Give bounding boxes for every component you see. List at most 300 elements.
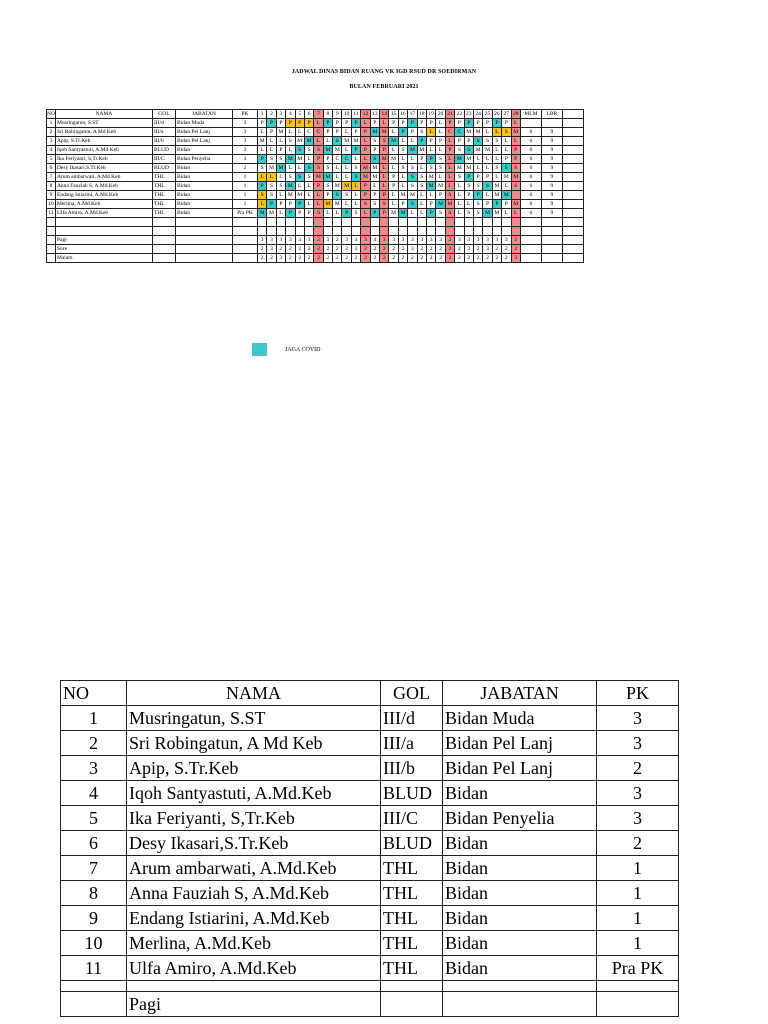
shift-cell: L [398, 137, 407, 146]
empty-cell [370, 227, 379, 236]
col-header-nama: NAMA [55, 110, 152, 119]
shift-cell: M [511, 128, 520, 137]
shift-cell: M [370, 164, 379, 173]
shift-cell: S [408, 173, 417, 182]
staff-mlm: 6 [520, 182, 541, 191]
shift-cell: P [295, 119, 304, 128]
shift-cell: L [351, 191, 360, 200]
staff-jabatan: Bidan Pel Lanj [175, 128, 232, 137]
shift-cell: L [492, 146, 501, 155]
empty-cell [520, 236, 541, 245]
shift-cell: S [267, 191, 276, 200]
shift-cell: P [361, 182, 370, 191]
staff-mlm: 6 [520, 173, 541, 182]
shift-cell: P [483, 173, 492, 182]
shift-cell: P [426, 119, 435, 128]
shift-cell: M [445, 200, 454, 209]
empty-cell [342, 227, 351, 236]
shift-cell: S [314, 164, 323, 173]
shift-cell: M [464, 155, 473, 164]
total-value: 2 [333, 236, 342, 245]
staff-jabatan: Bidan Muda [175, 119, 232, 128]
shift-cell: M [398, 191, 407, 200]
shift-cell: L [502, 182, 511, 191]
shift-cell: S [473, 182, 482, 191]
shift-cell: P [286, 119, 295, 128]
zoom-pk: 1 [597, 881, 679, 906]
total-value: 3 [276, 254, 285, 263]
shift-cell: P [351, 128, 360, 137]
shift-cell: M [473, 146, 482, 155]
empty-cell [562, 146, 583, 155]
empty-cell [304, 218, 313, 227]
shift-cell: P [323, 155, 332, 164]
shift-cell: L [314, 137, 323, 146]
staff-lbr: 9 [541, 155, 562, 164]
staff-row [47, 182, 584, 191]
total-value: 2 [380, 245, 389, 254]
shift-cell: L [473, 155, 482, 164]
shift-cell: P [342, 209, 351, 218]
shift-cell: M [417, 146, 426, 155]
shift-cell: L [492, 173, 501, 182]
staff-no: 7 [47, 173, 56, 182]
staff-lbr: 9 [541, 191, 562, 200]
shift-cell: P [370, 146, 379, 155]
shift-cell: M [389, 155, 398, 164]
staff-gol: THL [152, 182, 175, 191]
shift-cell: M [380, 128, 389, 137]
shift-cell: L [445, 137, 454, 146]
zoom-gol: III/b [381, 756, 443, 781]
shift-cell: P [473, 191, 482, 200]
shift-cell: L [380, 164, 389, 173]
shift-cell: P [445, 119, 454, 128]
total-value: 3 [351, 245, 360, 254]
shift-cell: P [370, 209, 379, 218]
total-value: 3 [483, 245, 492, 254]
zoom-staff-row [61, 856, 679, 881]
staff-name: Apip, S.Tr.Keb [55, 137, 152, 146]
shift-cell: M [361, 173, 370, 182]
shift-cell: P [464, 173, 473, 182]
col-header-gol: GOL [152, 110, 175, 119]
zoom-pk: 2 [597, 831, 679, 856]
shift-cell: L [342, 173, 351, 182]
shift-cell: P [464, 137, 473, 146]
shift-cell: P [492, 119, 501, 128]
shift-cell: L [502, 146, 511, 155]
total-value: 2 [502, 254, 511, 263]
total-value: 2 [511, 245, 520, 254]
shift-cell: S [492, 164, 501, 173]
empty-cell [562, 173, 583, 182]
empty-cell [455, 227, 464, 236]
empty-cell [520, 254, 541, 263]
shift-cell: P [436, 191, 445, 200]
col-header-mlm: MLM [520, 110, 541, 119]
day-header: 4 [286, 110, 295, 119]
total-value: 2 [286, 254, 295, 263]
staff-mlm: 6 [520, 146, 541, 155]
shift-cell: L [445, 155, 454, 164]
shift-cell: L [445, 164, 454, 173]
empty-cell [232, 227, 257, 236]
shift-cell: L [361, 119, 370, 128]
zoom-name: Musringatun, S.ST [127, 706, 381, 731]
shift-cell: S [351, 164, 360, 173]
empty-cell [152, 245, 175, 254]
shift-cell: L [408, 137, 417, 146]
zoom-no: 1 [61, 706, 127, 731]
staff-pk: 3 [232, 119, 257, 128]
total-value: 3 [380, 236, 389, 245]
empty-cell [398, 227, 407, 236]
staff-name: Sri Robingatun, A Md Keb [55, 128, 152, 137]
shift-cell: L [351, 182, 360, 191]
day-header: 24 [475, 111, 481, 117]
empty-cell [333, 227, 342, 236]
empty-cell [175, 227, 232, 236]
empty-cell [175, 254, 232, 263]
shift-cell: S [370, 137, 379, 146]
shift-cell: P [286, 209, 295, 218]
total-value: 2 [426, 254, 435, 263]
empty-cell [445, 227, 454, 236]
total-value: 2 [483, 254, 492, 263]
total-value: 2 [398, 254, 407, 263]
zoom-pk: 1 [597, 856, 679, 881]
shift-cell: P [286, 200, 295, 209]
total-value: 3 [408, 245, 417, 254]
shift-cell: S [436, 209, 445, 218]
total-value: 2 [295, 245, 304, 254]
zoom-jabatan: Bidan [443, 881, 597, 906]
empty-cell [473, 218, 482, 227]
zoom-name: Arum ambarwati, A.Md.Keb [127, 856, 381, 881]
day-header: 7 [314, 110, 323, 119]
shift-cell: L [492, 155, 501, 164]
shift-cell: L [286, 128, 295, 137]
schedule-title: JADWAL DINAS BIDAN RUANG VK IGD RSUD DR SOEDIRMAN [291, 69, 477, 75]
day-header: 25 [484, 111, 491, 117]
zoom-jabatan: Bidan [443, 856, 597, 881]
shift-cell: S [304, 146, 313, 155]
empty-cell [323, 218, 332, 227]
zoom-name: Sri Robingatun, A Md Keb [127, 731, 381, 756]
empty-cell [295, 218, 304, 227]
shift-cell: C [333, 155, 342, 164]
shift-cell: M [267, 164, 276, 173]
staff-jabatan: Bidan [175, 164, 232, 173]
total-row [47, 245, 584, 254]
shift-cell: P [351, 119, 360, 128]
shift-cell: M [492, 191, 501, 200]
day-header: 1 [257, 110, 266, 119]
staff-row [47, 128, 584, 137]
shift-cell: P [380, 146, 389, 155]
shift-cell: L [389, 128, 398, 137]
staff-row [47, 119, 584, 128]
shift-cell: M [492, 209, 501, 218]
total-value: 2 [361, 245, 370, 254]
shift-cell: M [333, 182, 342, 191]
empty-cell [398, 218, 407, 227]
shift-cell: M [464, 164, 473, 173]
shift-cell: P [445, 146, 454, 155]
shift-cell: P [351, 146, 360, 155]
shift-cell: L [389, 146, 398, 155]
zoom-no: 8 [61, 881, 127, 906]
total-value: 2 [314, 236, 323, 245]
shift-cell: P [267, 200, 276, 209]
shift-cell: P [304, 119, 313, 128]
empty-cell [541, 218, 562, 227]
staff-pk: Pra PK [232, 209, 257, 218]
shift-cell: P [323, 128, 332, 137]
shift-cell: P [483, 119, 492, 128]
empty-cell [304, 227, 313, 236]
shift-cell: L [323, 209, 332, 218]
total-value: 2 [323, 245, 332, 254]
day-header: 15 [390, 111, 397, 117]
total-label: Sore [55, 245, 152, 254]
staff-name: Musringatun, S.ST [55, 119, 152, 128]
zoom-header-jabatan: JABATAN [443, 681, 597, 706]
shift-cell: L [276, 191, 285, 200]
shift-cell: S [342, 191, 351, 200]
total-value: 2 [436, 254, 445, 263]
shift-cell: L [389, 191, 398, 200]
shift-cell: S [351, 209, 360, 218]
shift-cell: S [426, 164, 435, 173]
shift-cell: L [398, 173, 407, 182]
total-value: 3 [398, 236, 407, 245]
total-value: 2 [502, 245, 511, 254]
zoom-name: Apip, S.Tr.Keb [127, 756, 381, 781]
staff-jabatan: Bidan [175, 200, 232, 209]
zoom-jabatan: Bidan [443, 781, 597, 806]
shift-cell: L [351, 200, 360, 209]
zoom-staff-row [61, 931, 679, 956]
shift-cell: L [417, 200, 426, 209]
zoom-jabatan: Bidan Muda [443, 706, 597, 731]
shift-cell: S [323, 182, 332, 191]
total-value: 2 [304, 245, 313, 254]
shift-cell: S [408, 182, 417, 191]
shift-cell: L [361, 137, 370, 146]
staff-pk: 3 [232, 128, 257, 137]
shift-cell: M [455, 155, 464, 164]
total-value: 3 [304, 236, 313, 245]
zoom-name: Desy Ikasari,S.Tr.Keb [127, 831, 381, 856]
shift-cell: M [257, 209, 266, 218]
total-value: 2 [417, 254, 426, 263]
shift-cell: M [342, 137, 351, 146]
empty-cell [47, 254, 56, 263]
empty-cell [267, 218, 276, 227]
blank-row [47, 227, 584, 236]
total-value: 3 [351, 236, 360, 245]
empty-cell [232, 245, 257, 254]
col-header-jabatan: JABATAN [175, 110, 232, 119]
empty-cell [597, 981, 679, 992]
shift-cell: M [304, 137, 313, 146]
shift-cell: L [389, 200, 398, 209]
legend-label: JAGA COVID [285, 347, 321, 353]
empty-cell [483, 218, 492, 227]
staff-gol: THL [152, 191, 175, 200]
empty-cell [541, 254, 562, 263]
shift-cell: S [483, 137, 492, 146]
staff-mlm: 6 [520, 209, 541, 218]
shift-cell: S [464, 209, 473, 218]
total-value: 3 [408, 236, 417, 245]
shift-cell: S [473, 209, 482, 218]
shift-cell: L [351, 155, 360, 164]
total-value: 2 [361, 254, 370, 263]
shift-cell: M [323, 146, 332, 155]
shift-cell: S [257, 164, 266, 173]
shift-cell: L [511, 209, 520, 218]
shift-cell: S [511, 182, 520, 191]
day-header: 8 [323, 110, 332, 119]
zoom-no: 10 [61, 931, 127, 956]
empty-cell [361, 218, 370, 227]
total-value: 3 [323, 236, 332, 245]
total-value: 2 [408, 254, 417, 263]
empty-cell [361, 227, 370, 236]
shift-cell: L [342, 164, 351, 173]
total-value: 2 [436, 245, 445, 254]
shift-cell: P [361, 128, 370, 137]
shift-cell: P [257, 119, 266, 128]
total-value: 3 [342, 236, 351, 245]
empty-cell [562, 164, 583, 173]
shift-cell: S [464, 146, 473, 155]
shift-cell: S [267, 155, 276, 164]
shift-cell: L [361, 209, 370, 218]
day-header: 3 [276, 110, 285, 119]
staff-gol: BLUD [152, 164, 175, 173]
total-value: 3 [473, 236, 482, 245]
shift-cell: S [445, 191, 454, 200]
day-header: 20 [437, 111, 444, 117]
legend-swatch [252, 343, 267, 356]
shift-cell: L [483, 191, 492, 200]
day-header: 18 [419, 111, 425, 117]
zoom-pk: 2 [597, 756, 679, 781]
staff-mlm [520, 119, 541, 128]
empty-cell [152, 236, 175, 245]
shift-cell: L [333, 164, 342, 173]
shift-cell: S [483, 182, 492, 191]
header-row [47, 110, 584, 119]
day-header: 27 [503, 111, 510, 117]
shift-cell: M [267, 209, 276, 218]
staff-mlm: 6 [520, 164, 541, 173]
zoom-total-label: Pagi [127, 992, 381, 1017]
shift-cell: L [455, 182, 464, 191]
zoom-no: 9 [61, 906, 127, 931]
shift-cell: P [323, 191, 332, 200]
empty-cell [47, 218, 56, 227]
staff-lbr [541, 119, 562, 128]
shift-cell: L [257, 146, 266, 155]
shift-cell: P [295, 200, 304, 209]
total-value: 3 [426, 236, 435, 245]
shift-cell: M [408, 146, 417, 155]
empty-cell [389, 218, 398, 227]
zoom-jabatan: Bidan [443, 906, 597, 931]
shift-cell: P [398, 128, 407, 137]
total-value: 2 [473, 245, 482, 254]
shift-cell: M [436, 200, 445, 209]
shift-cell: L [417, 209, 426, 218]
empty-cell [381, 992, 443, 1017]
empty-cell [389, 227, 398, 236]
zoom-header-nama: NAMA [127, 681, 381, 706]
zoom-staff-row [61, 756, 679, 781]
shift-cell: C [455, 128, 464, 137]
empty-cell [152, 227, 175, 236]
staff-lbr: 9 [541, 137, 562, 146]
zoom-no: 7 [61, 856, 127, 881]
day-header: 17 [409, 111, 416, 117]
shift-cell: L [389, 164, 398, 173]
empty-cell [47, 245, 56, 254]
staff-row [47, 146, 584, 155]
staff-row [47, 209, 584, 218]
staff-no: 10 [48, 201, 54, 207]
shift-cell: C [445, 128, 454, 137]
empty-cell [436, 227, 445, 236]
empty-cell [426, 227, 435, 236]
shift-cell: L [380, 119, 389, 128]
day-header: 14 [381, 111, 387, 117]
staff-lbr: 9 [541, 164, 562, 173]
staff-jabatan: Bidan Penyelia [175, 155, 232, 164]
empty-cell [541, 227, 562, 236]
shift-cell: M [511, 200, 520, 209]
shift-cell: P [257, 155, 266, 164]
empty-cell [152, 218, 175, 227]
shift-cell: L [304, 200, 313, 209]
staff-jabatan: Bidan [175, 173, 232, 182]
shift-cell: S [361, 200, 370, 209]
shift-cell: M [426, 173, 435, 182]
shift-cell: P [370, 119, 379, 128]
total-row [47, 236, 584, 245]
staff-gol: III/b [152, 137, 175, 146]
shift-cell: S [323, 164, 332, 173]
day-header: 28 [512, 111, 519, 117]
zoom-header-no: NO [61, 681, 127, 706]
empty-cell [47, 227, 56, 236]
zoom-name: Ulfa Amiro, A.Md.Keb [127, 956, 381, 981]
shift-cell: P [408, 119, 417, 128]
shift-cell: S [295, 146, 304, 155]
shift-cell: L [333, 209, 342, 218]
empty-cell [380, 227, 389, 236]
empty-cell [370, 218, 379, 227]
staff-mlm: 6 [520, 128, 541, 137]
zoom-no: 2 [61, 731, 127, 756]
shift-cell: M [370, 173, 379, 182]
empty-cell [286, 227, 295, 236]
shift-cell: S [473, 137, 482, 146]
staff-gol: THL [152, 200, 175, 209]
